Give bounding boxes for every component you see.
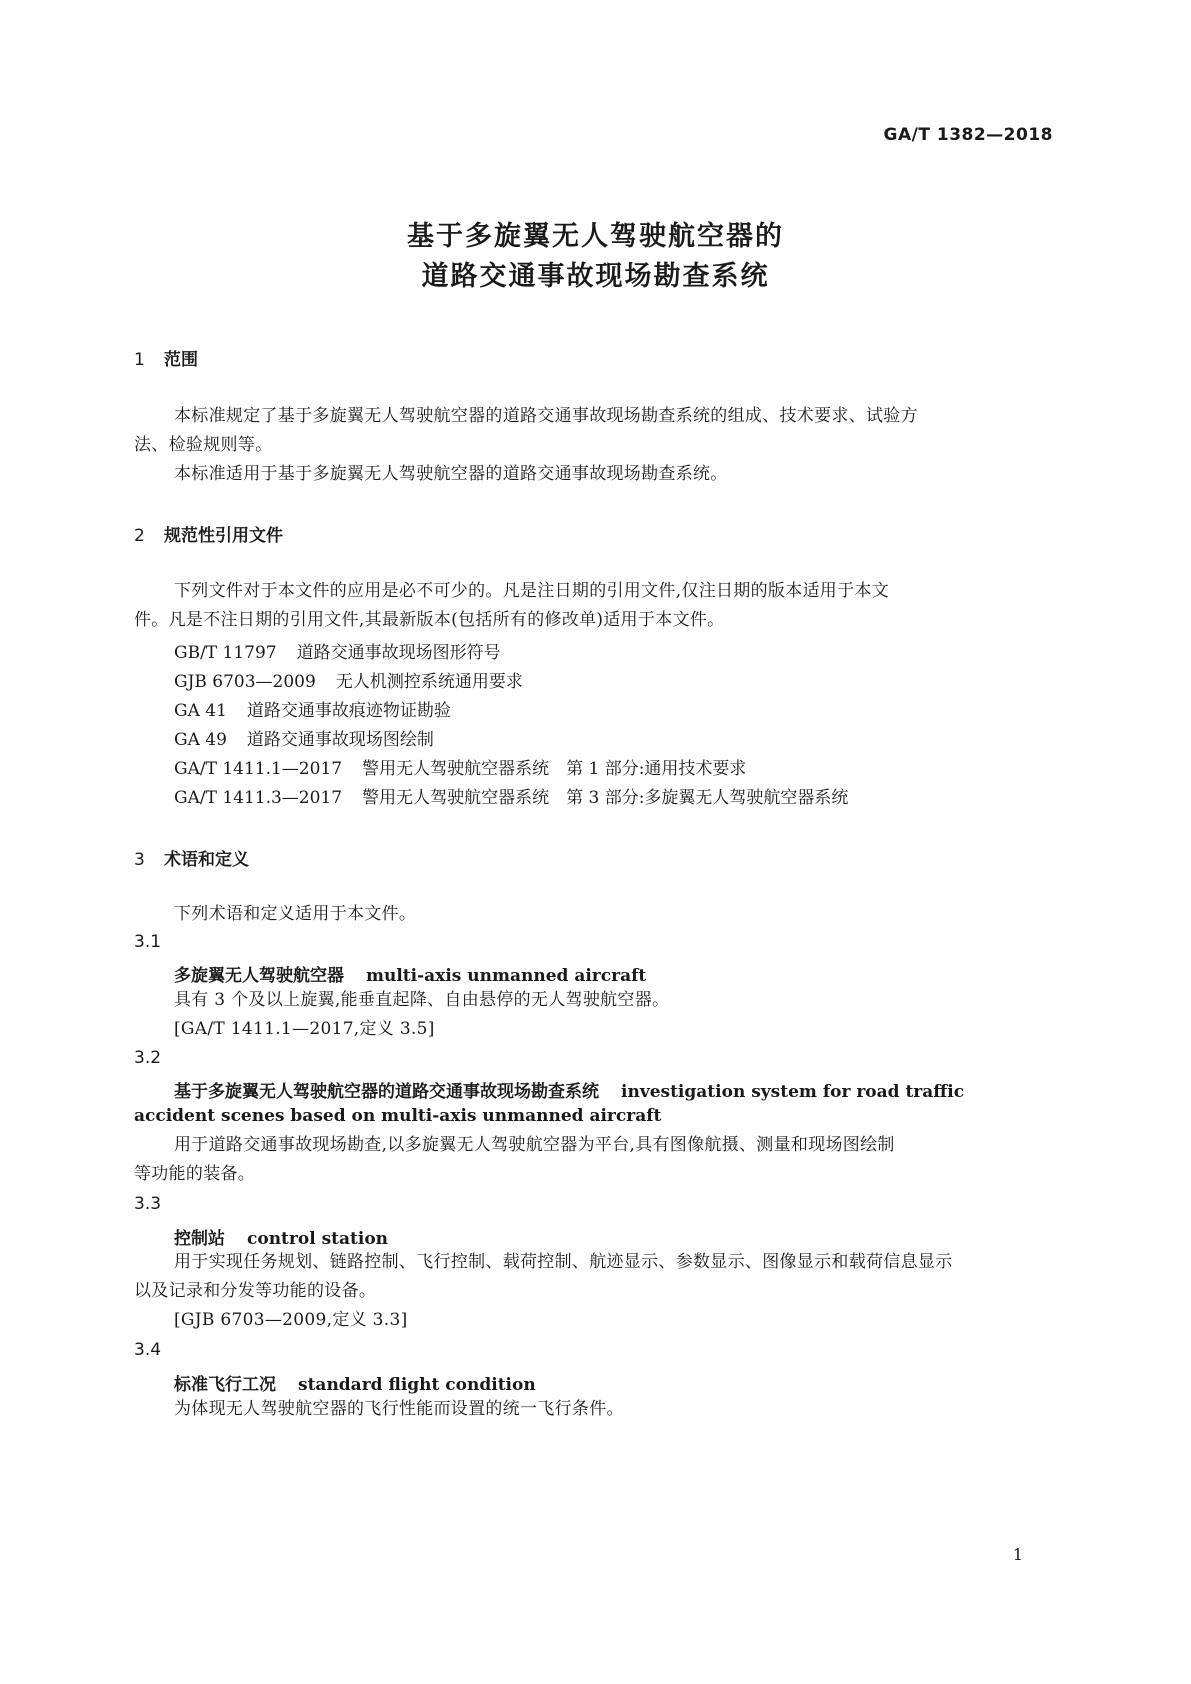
reference-item [174, 783, 848, 808]
reference-title: 道路交通事故痕迹物证勘验 [246, 701, 451, 721]
reference-code: GA/T 1411.1—2017 [174, 759, 343, 779]
section-number: 1 [134, 350, 145, 370]
term-en: control station [247, 1229, 389, 1249]
section-2-intro-line-2: 件。凡是不注日期的引用文件,其最新版本(包括所有的修改单)适用于本文件。 [134, 610, 725, 630]
section-1-heading [134, 345, 198, 370]
section-1-para-1-line-2: 法、检验规则等。 [134, 435, 273, 455]
page-number: 1 [1012, 1545, 1023, 1564]
reference-title: 道路交通事故现场图形符号 [296, 643, 501, 663]
term-definition-line-1: 用于实现任务规划、链路控制、飞行控制、载荷控制、航迹显示、参数显示、图像显示和载荷信息显示 [174, 1252, 953, 1272]
reference-item [174, 696, 451, 721]
term-heading [174, 1077, 964, 1102]
reference-item [174, 638, 501, 663]
term-source: [GA/T 1411.1—2017,定义 3.5] [174, 1019, 435, 1039]
section-3-heading [134, 845, 249, 870]
reference-item [174, 667, 523, 692]
reference-code: GJB 6703—2009 [174, 672, 316, 692]
term-number: 3.2 [134, 1048, 162, 1068]
term-number: 3.4 [134, 1340, 162, 1360]
section-title: 范围 [164, 350, 198, 370]
term-number: 3.1 [134, 932, 162, 952]
term-zh: 控制站 [174, 1229, 225, 1249]
reference-item [174, 725, 434, 750]
document-title-line-1: 基于多旋翼无人驾驶航空器的 [407, 221, 784, 252]
reference-title: 警用无人驾驶航空器系统 第 3 部分:多旋翼无人驾驶航空器系统 [362, 788, 849, 808]
section-3-intro: 下列术语和定义适用于本文件。 [174, 904, 417, 924]
standard-code: GA/T 1382—2018 [883, 125, 1053, 145]
term-definition-line-2: 以及记录和分发等功能的设备。 [134, 1281, 377, 1301]
reference-title: 警用无人驾驶航空器系统 第 1 部分:通用技术要求 [362, 759, 747, 779]
section-number: 2 [134, 526, 145, 546]
document-title-line-2: 道路交通事故现场勘查系统 [421, 261, 770, 292]
reference-code: GA 49 [174, 730, 227, 750]
section-1-para-1-line-1: 本标准规定了基于多旋翼无人驾驶航空器的道路交通事故现场勘查系统的组成、技术要求、试验方 [174, 406, 918, 426]
term-source: [GJB 6703—2009,定义 3.3] [174, 1310, 408, 1330]
term-definition-line-1: 用于道路交通事故现场勘查,以多旋翼无人驾驶航空器为平台,具有图像航摄、测量和现场图绘制 [174, 1135, 895, 1155]
reference-code: GB/T 11797 [174, 643, 277, 663]
reference-title: 无人机测控系统通用要求 [335, 672, 523, 692]
term-number: 3.3 [134, 1194, 162, 1214]
reference-title: 道路交通事故现场图绘制 [246, 730, 434, 750]
term-heading [174, 1370, 536, 1395]
term-en-continued: accident scenes based on multi-axis unmanned aircraft [134, 1106, 662, 1126]
term-heading [174, 961, 646, 986]
term-definition-line-2: 等功能的装备。 [134, 1164, 256, 1184]
term-heading [174, 1224, 388, 1249]
term-definition: 具有 3 个及以上旋翼,能垂直起降、自由悬停的无人驾驶航空器。 [174, 990, 670, 1010]
term-zh: 多旋翼无人驾驶航空器 [174, 966, 344, 986]
term-definition: 为体现无人驾驶航空器的飞行性能而设置的统一飞行条件。 [174, 1399, 624, 1419]
section-number: 3 [134, 850, 145, 870]
section-1-para-2: 本标准适用于基于多旋翼无人驾驶航空器的道路交通事故现场勘查系统。 [174, 464, 728, 484]
term-en: standard flight condition [298, 1375, 536, 1395]
term-en: investigation system for road traffic [621, 1082, 965, 1102]
reference-code: GA/T 1411.3—2017 [174, 788, 343, 808]
section-2-heading [134, 521, 283, 546]
term-en: multi-axis unmanned aircraft [366, 966, 647, 986]
section-title: 术语和定义 [164, 850, 249, 870]
term-zh: 基于多旋翼无人驾驶航空器的道路交通事故现场勘查系统 [174, 1082, 599, 1102]
term-zh: 标准飞行工况 [174, 1375, 276, 1395]
section-2-intro-line-1: 下列文件对于本文件的应用是必不可少的。凡是注日期的引用文件,仅注日期的版本适用于本文 [174, 581, 890, 601]
reference-code: GA 41 [174, 701, 227, 721]
section-title: 规范性引用文件 [164, 526, 283, 546]
reference-item [174, 754, 746, 779]
